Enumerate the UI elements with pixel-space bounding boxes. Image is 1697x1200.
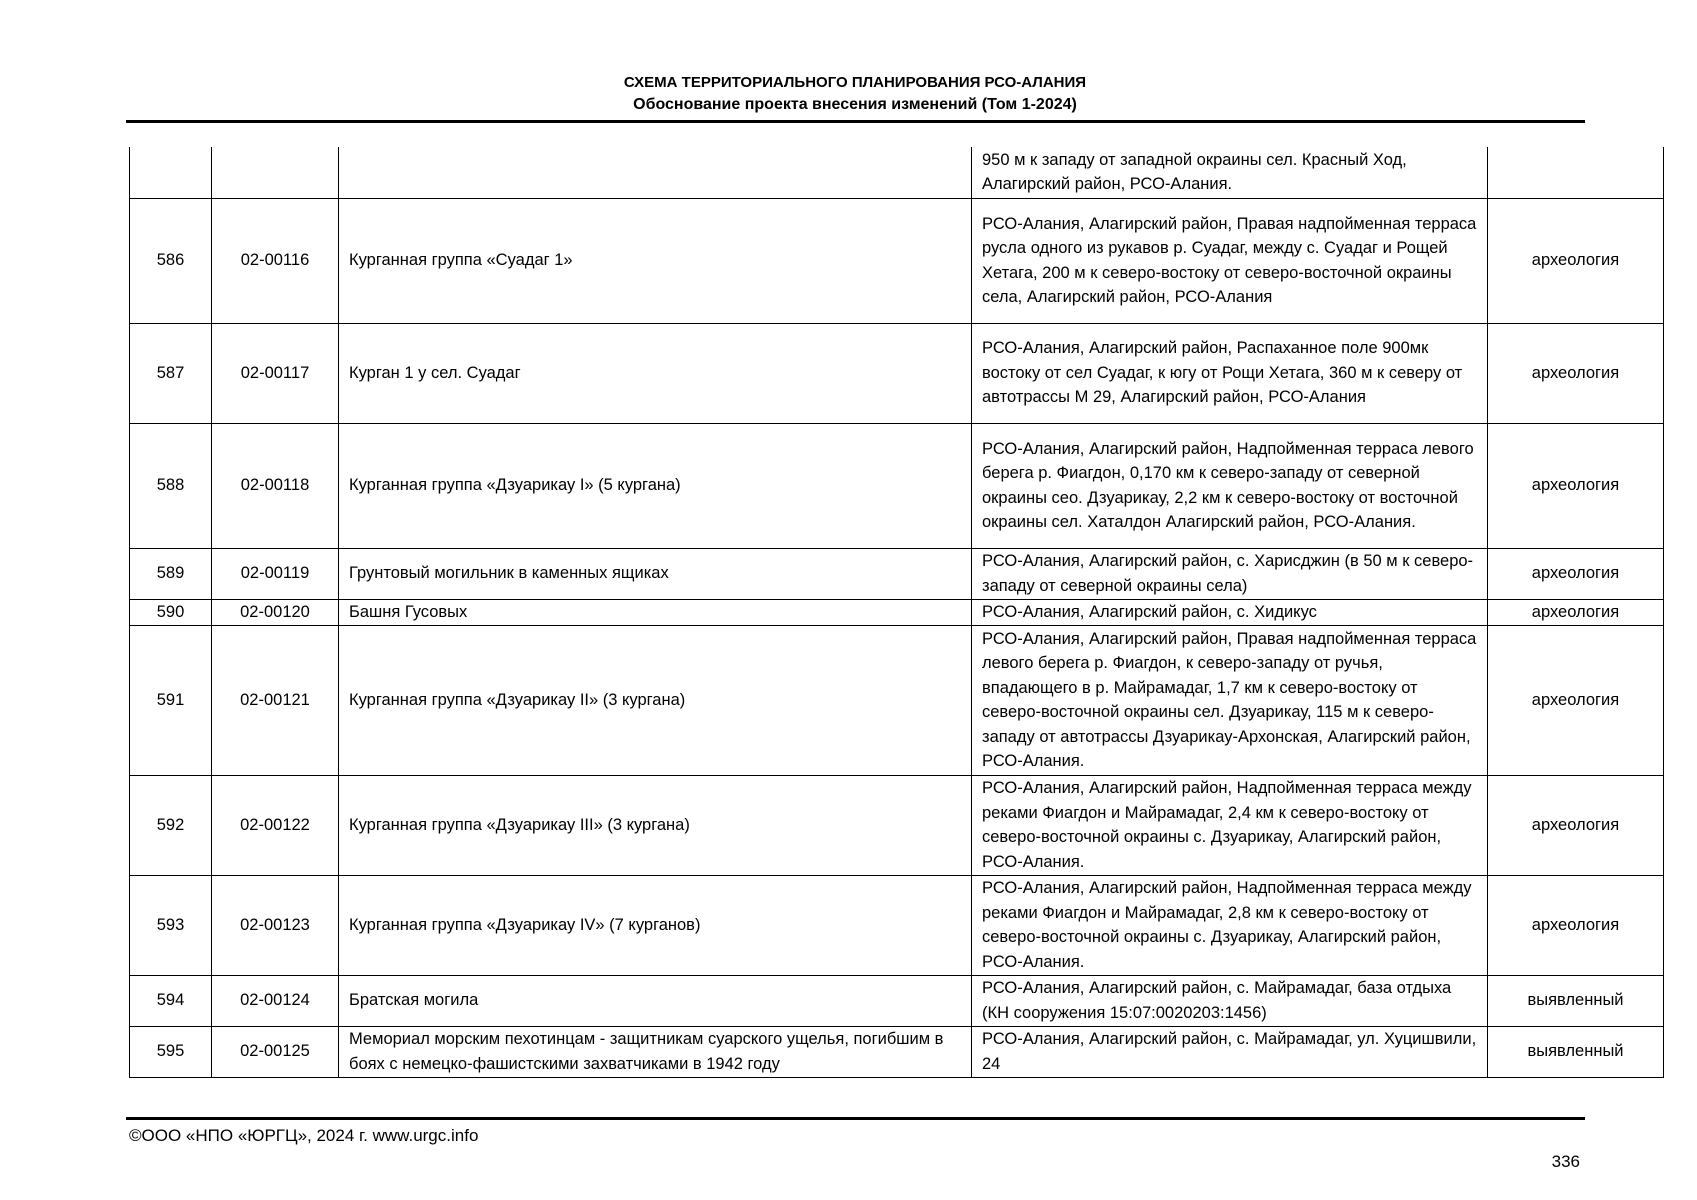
object-name: Мемориал морским пехотинцам - защитникам суарского ущелья, погибшим в боях с немецко-фашистскими захватчиками в 1942 году [339,1026,972,1077]
page-number: 336 [1551,1152,1580,1171]
object-name: Курганная группа «Дзуарикау II» (3 кургана) [339,625,972,775]
register-code: 02-00124 [212,975,339,1026]
object-name: Курганная группа «Дзуарикау I» (5 кургана) [339,423,972,548]
object-location: РСО-Алания, Алагирский район, Надпойменная терраса левого берега р. Фиагдон, 0,170 км к северо-западу от северной окраины сео. Дзуарикау, 2,2 км к северо-востоку от восточной окраины сел. Хаталдон Алагирский район, РСО-Алания. [972,423,1488,548]
object-name: Башня Гусовых [339,599,972,625]
header-divider [126,120,1585,123]
register-code: 02-00125 [212,1026,339,1077]
row-number [130,147,212,198]
register-code: 02-00119 [212,548,339,599]
table-row [130,1026,1664,1077]
register-code: 02-00121 [212,625,339,775]
object-location: РСО-Алания, Алагирский район, Надпойменная терраса между реками Фиагдон и Майрамадаг, 2,4 км к северо-востоку от северо-восточной окраины с. Дзуарикау, Алагирский район, РСО-Алания. [972,775,1488,875]
object-category [1488,147,1664,198]
object-location: 950 м к западу от западной окраины сел. Красный Ход, Алагирский район, РСО-Алания. [972,147,1488,198]
row-number: 587 [130,323,212,423]
object-name: Грунтовый могильник в каменных ящиках [339,548,972,599]
table-row [130,625,1664,775]
row-number: 593 [130,875,212,975]
register-code: 02-00116 [212,198,339,323]
object-category: археология [1488,599,1664,625]
footer-divider [126,1117,1585,1120]
object-category: археология [1488,198,1664,323]
row-number: 586 [130,198,212,323]
object-location: РСО-Алания, Алагирский район, с. Хидикус [972,599,1488,625]
object-category: археология [1488,423,1664,548]
object-location: РСО-Алания, Алагирский район, с. Майрамадаг, база отдыха (КН сооружения 15:07:0020203:1456) [972,975,1488,1026]
table-row [130,775,1664,875]
object-category: археология [1488,875,1664,975]
table-row [130,323,1664,423]
object-category: археология [1488,323,1664,423]
register-code: 02-00118 [212,423,339,548]
object-name: Курган 1 у сел. Суадаг [339,323,972,423]
object-location: РСО-Алания, Алагирский район, Правая надпойменная терраса русла одного из рукавов р. Суадаг, между с. Суадаг и Рощей Хетага, 200 м к северо-востоку от северо-восточной окраины села, Алагирский район, РСО-Алания [972,198,1488,323]
document-subtitle: Обоснование проекта внесения изменений (Том 1-2024) [633,96,1077,113]
table-row [130,147,1664,198]
table-row [130,423,1664,548]
row-number: 594 [130,975,212,1026]
object-location: РСО-Алания, Алагирский район, Распаханное поле 900мк востоку от сел Суадаг, к югу от Рощи Хетага, 360 м к северу от автотрассы М 29, Алагирский район, РСО-Алания [972,323,1488,423]
row-number: 595 [130,1026,212,1077]
row-number: 589 [130,548,212,599]
object-category: выявленный [1488,1026,1664,1077]
object-location: РСО-Алания, Алагирский район, с. Майрамадаг, ул. Хуцишвили, 24 [972,1026,1488,1077]
object-name: Курганная группа «Суадаг 1» [339,198,972,323]
table-row [130,875,1664,975]
heritage-register-table [129,147,1664,1078]
table-row [130,198,1664,323]
document-title: СХЕМА ТЕРРИТОРИАЛЬНОГО ПЛАНИРОВАНИЯ РСО-АЛАНИЯ [623,74,1087,91]
row-number: 588 [130,423,212,548]
register-code [212,147,339,198]
object-name: Курганная группа «Дзуарикау III» (3 кургана) [339,775,972,875]
object-category: выявленный [1488,975,1664,1026]
row-number: 590 [130,599,212,625]
register-code: 02-00123 [212,875,339,975]
object-name: Курганная группа «Дзуарикау IV» (7 курганов) [339,875,972,975]
object-location: РСО-Алания, Алагирский район, Правая надпойменная терраса левого берега р. Фиагдон, к северо-западу от ручья, впадающего в р. Майрамадаг, 1,7 км к северо-востоку от северо-восточной окраины сел. Дзуарикау, 115 м к северо-западу от автотрассы Дзуарикау-Архонская, Алагирский район, РСО-Алания. [972,625,1488,775]
row-number: 592 [130,775,212,875]
row-number: 591 [130,625,212,775]
object-location: РСО-Алания, Алагирский район, с. Харисджин (в 50 м к северо-западу от северной окраины села) [972,548,1488,599]
register-code: 02-00120 [212,599,339,625]
object-location: РСО-Алания, Алагирский район, Надпойменная терраса между реками Фиагдон и Майрамадаг, 2,8 км к северо-востоку от северо-восточной окраины с. Дзуарикау, Алагирский район, РСО-Алания. [972,875,1488,975]
document-header [126,72,1584,116]
table-row [130,599,1664,625]
register-code: 02-00117 [212,323,339,423]
footer-copyright: ©ООО «НПО «ЮРГЦ», 2024 г. www.urgc.info [129,1126,479,1145]
object-category: археология [1488,775,1664,875]
object-category: археология [1488,625,1664,775]
table-row [130,548,1664,599]
object-name [339,147,972,198]
table-row [130,975,1664,1026]
object-category: археология [1488,548,1664,599]
object-name: Братская могила [339,975,972,1026]
register-code: 02-00122 [212,775,339,875]
